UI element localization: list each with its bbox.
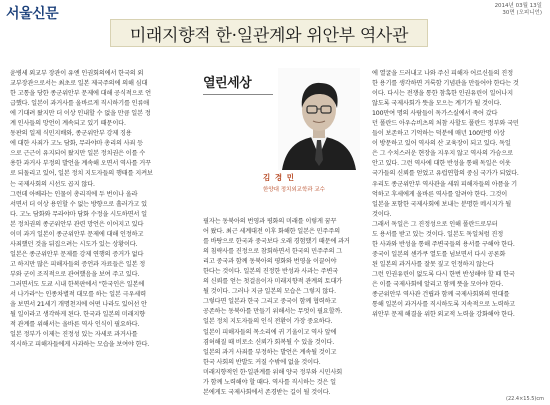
article-line: 일본을 포함한 국제사회에 보내는 분명한 메시지가 될 — [372, 200, 512, 208]
author-portrait-icon — [278, 68, 360, 170]
article-line: 것이다. — [372, 210, 392, 218]
article-line: 필자는 동북아의 번영과 평화의 미래를 이렇게 꿈꾸 — [203, 218, 337, 225]
article-line: 된 일본의 과거사를 잘못 짚고 인정하지 않는다 — [372, 260, 494, 268]
article-line: 종군위안부 역사관 건립과 함께 국제사회와의 연대를 — [372, 291, 510, 299]
article-line: 안고 있다. 그런 역사에 대한 반성을 통해 독일은 이웃 — [372, 160, 511, 168]
article-line: 다. 고노 담화와 무라야마 담화 수정을 시도하면서 일 — [10, 210, 147, 218]
article-line: 에 기대려 왔지만 더 이상 인내할 수 없을 만큼 일본 정 — [10, 110, 151, 118]
article-line: 고 하지만 많은 피해자들의 증언과 자료들은 일본 정 — [10, 260, 146, 268]
article-line: 위안부 문제 해결을 위한 외교적 노력을 강화해야 한다. — [372, 311, 515, 319]
article-line: 어 왔다. 최근 세계대전 이후 화해한 일본은 민주주의 — [203, 228, 340, 236]
article-line: 도 용서를 받고 있는 것이다. 일본도 독일처럼 진정 — [372, 230, 504, 238]
article-line: 일본의 과거 사죄를 부정하는 발언은 계속될 것이고 — [203, 348, 337, 356]
article-line: 우리도 종군위안부 역사관을 세워 피해자들의 아픔을 기 — [372, 180, 517, 188]
article-line: 에 열굴을 드러내고 나와 주신 피해자 어르신들의 진정 — [372, 70, 513, 77]
article-line: 은 이를 국제사회에 알리고 함께 뜻을 모아야 한다. — [372, 280, 504, 288]
article-line: 으로 근근이 유지되어 왔지만 일본 정치권은 이를 수 — [10, 150, 146, 158]
article-line: 가 함께 노력해야 할 때다. 역사를 직시하는 것은 일 — [203, 378, 336, 386]
article-line: 중국이 일본의 센카쿠 열도를 넘보면서 다시 공론화 — [372, 250, 506, 258]
article-line: 않도록 국제사회가 뜻을 모으는 계기가 될 것이다. — [372, 100, 502, 108]
rubric-divider — [203, 94, 273, 95]
article-line: 을 보면서 21세기 개명천지에 어떤 나라도 있어선 안 — [10, 301, 147, 309]
article-line: 한 용기를 생각하면 거룩함 기념관을 만들어야 한다는 것 — [372, 80, 519, 88]
article-line: 동판의 일제 식민지배와, 종군위안부 강제 징용 — [10, 130, 132, 138]
article-line: 들이 보존하고 기억하는 덕분에 매년 100만명 이상 — [372, 130, 505, 138]
masthead-logo: 서울신문 — [6, 6, 59, 22]
article-line: 그런 인권유린이 없도록 다시 한번 반성해야 할 때 한국 — [372, 270, 515, 278]
publication-info — [495, 3, 542, 17]
article-line: 본에게도 국제사회에서 존경받는 길이 될 것이다. — [203, 388, 331, 396]
article-line: 이다. 다시는 전쟁을 통한 참혹한 인권유린이 일어나지 — [372, 90, 513, 98]
author-name: 김 경 민 — [263, 173, 295, 182]
author-title: 한양대 정치외교학과 교수 — [263, 187, 325, 193]
article-line: 한 사과와 반성을 통해 주변국들의 용서를 구해야 한다. — [372, 240, 515, 248]
article-line: 겸허해질 때 비로소 신뢰가 회복될 수 있을 것이다. — [203, 338, 335, 346]
column-rubric: 열린세상 — [203, 76, 252, 91]
article-line: 미래지향적인 한·일관계를 위해 양국 정부와 시민사회 — [203, 368, 343, 376]
article-column-2 — [203, 217, 361, 398]
article-line: 교부장관으로서는 최초로 일본 제국주의에 의해 심대 — [10, 80, 148, 88]
article-line: 급했다. 일본이 과거사를 올바르게 직시하기를 인류애 — [10, 100, 150, 108]
article-line: 억하고 후세에게 올바른 역사를 알려야 한다. 그것이 — [372, 190, 508, 198]
article-line: 국가들의 신뢰를 얻었고 유럽연합의 중심 국가가 되었다. — [372, 170, 519, 178]
article-line: 사죄했던 것을 뒤집으려는 시도가 있는 상황이다. — [10, 240, 138, 248]
article-line: 서면서 더 이상 용인할 수 없는 방향으로 흘러가고 있 — [10, 200, 147, 208]
article-line: 한 고통을 당한 종군위안부 문제에 대해 공식적으로 언 — [10, 90, 151, 98]
article-column-3 — [372, 69, 544, 320]
article-line: 일본이 피해자들의 목소리에 귀 기울이고 역사 앞에 — [203, 328, 337, 336]
article-line: 용한 과거사 부정의 발언을 계속해 오면서 역사를 거꾸 — [10, 160, 151, 168]
article-line: 적 관계를 위해서는 올바른 역사 인식이 필요하다. — [10, 321, 140, 329]
article-line: 던 폴란드 아우슈비츠의 처참 사할도 폴란드 정부와 국민 — [372, 120, 519, 128]
article-line: 일본 정치 지도자들의 인식 전환이 가장 중요하다. — [203, 318, 333, 326]
article-line: 에 대한 사죄가 고노 담화, 무라야마 총리의 사죄 등 — [10, 140, 143, 148]
article-line: 한국 사회의 반발도 커질 수밖에 없을 것이다. — [203, 358, 321, 366]
article-size-note: (22.4×15.5)cm — [506, 396, 544, 402]
article-line: 통해 일본이 과거사를 직시하도록 지속적으로 노력하고 — [372, 301, 516, 309]
article-line: 본 정치권의 종군위안부 관련 망언은 이어지고 있다 — [10, 220, 144, 228]
article-line: 리고 중국과 함께 동북아의 평화와 번영을 이끌어야 — [203, 258, 337, 266]
article-line: 한다는 것이다. 일본의 진정한 반성과 사과는 주변국 — [203, 268, 339, 276]
article-line: 일본은 종군위안부 문제를 강제 연행의 증거가 없다 — [10, 250, 144, 258]
article-line: 를 바탕으로 한국과 중국보다 오래 경험했기 때문에 과거 — [203, 238, 350, 246]
article-line: 그러면서도 도쿄 시내 한복판에서 "한국인은 일본에 — [10, 280, 145, 288]
article-line: 의 침략사를 진정으로 참회하면서 한국의 민주주의 그 — [203, 248, 343, 256]
article-line: 는 국제사회의 시선도 곱지 않다. — [10, 180, 95, 188]
article-line: 부와 군이 조직적으로 관여했음을 보여 주고 있다. — [10, 270, 140, 278]
article-line: 그래서 독일은 그 진정성으로 인해 폴란드로부터 — [372, 220, 498, 228]
publication-date: 2014년 03월 13일 — [494, 3, 542, 9]
article-line: 직시하고 피해자들에게 사과하는 모습을 보여야 한다. — [10, 341, 150, 349]
article-line: 그렇다면 일본과 한국 그리고 중국이 함께 협력하고 — [203, 298, 337, 306]
article-line: 이 방문하고 있어 역사의 산 교육장이 되고 있다. 독일 — [372, 140, 511, 148]
article-line: 로 되돌리고 있어, 일본 정치 지도자들의 행태를 지켜보 — [10, 170, 153, 178]
author-profile — [203, 68, 361, 206]
article-line: 서 나가라"는 인종차별적 대모를 하는 일본 극우세력 — [10, 291, 146, 299]
article-line: 은 그 수치스러운 현장을 지우지 않고 역사의 가슴으로 — [372, 150, 513, 158]
article-line: 될 일이라고 생각하게 된다. 한국과 일본의 미래지향 — [10, 311, 146, 319]
headline: 미래지향적 한·일관계와 위안부 역사관 — [110, 19, 428, 47]
article-line: 그런데 아베라는 인물이 총리직에 두 번이나 올라 — [10, 190, 138, 198]
article-line: 의 신뢰를 얻는 첫걸음이자 미래지향적 관계의 토대가 — [203, 278, 343, 286]
article-line: 공존하는 동북아를 만들기 위해서는 무엇이 필요할까. — [203, 308, 343, 316]
article-line: 이미 과거 일본이 종군위안부 문제에 대해 인정하고 — [10, 230, 144, 238]
article-column-1 — [10, 69, 188, 350]
article-line: 일본 정부가 이제는 진정성 있는 자세로 과거사를 — [10, 331, 138, 339]
article-line: 100만여 명의 사람들이 독가스실에서 죽어 갔다 — [372, 110, 498, 118]
publication-page: 30면 (오피니언) — [502, 10, 542, 16]
article-line: 계 인사들의 망언이 계속되고 있기 때문이다. — [10, 120, 126, 128]
article-line: 윤병세 외교부 장관이 유엔 인권회의에서 한국의 외 — [10, 70, 144, 77]
article-line: 될 것이다. 그러나 지금 일본의 모습은 그렇지 않다. — [203, 288, 336, 296]
